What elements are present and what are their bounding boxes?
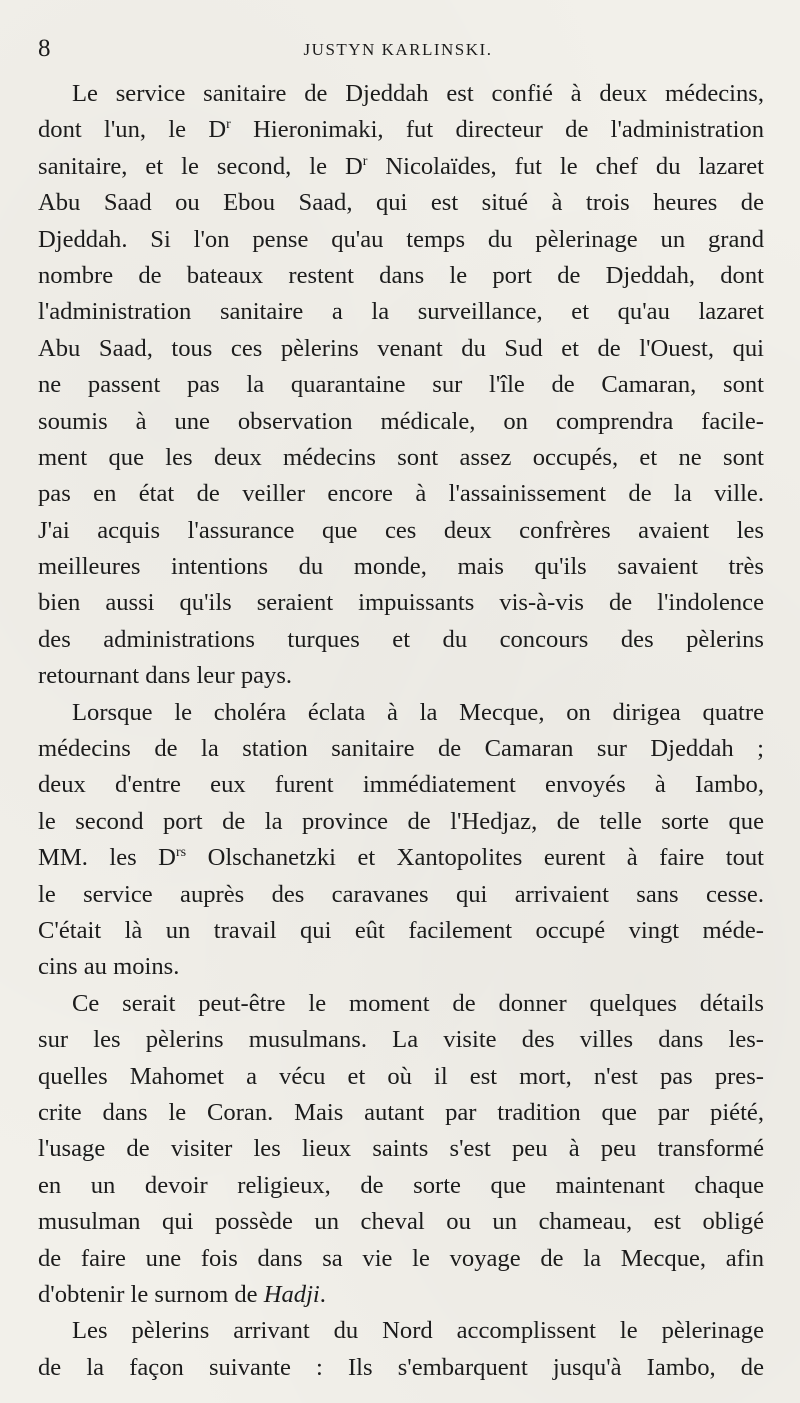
text-line: d'obtenir le surnom de Hadji. <box>38 1280 326 1308</box>
text-line: Abu Saad ou Ebou Saad, qui est situé à trois heures de <box>38 189 764 217</box>
text-line: pas en état de veiller encore à l'assainissement de la ville. <box>38 480 764 508</box>
text-line: cins au moins. <box>38 953 180 981</box>
running-head: JUSTYN KARLINSKI. <box>303 40 493 59</box>
text-line: en un devoir religieux, de sorte que maintenant chaque <box>38 1171 764 1199</box>
body-text <box>38 76 764 1386</box>
text-line: retournant dans leur pays. <box>38 662 293 690</box>
text-line: musulman qui possède un cheval ou un chameau, est obligé <box>38 1208 764 1236</box>
text-line: crite dans le Coran. Mais autant par tradition que par piété, <box>38 1098 764 1126</box>
text-line: l'usage de visiter les lieux saints s'est peu à peu transformé <box>38 1135 764 1163</box>
text-line: des administrations turques et du concours des pèlerins <box>38 625 764 653</box>
text-line: dont l'un, le $D^r$ Hieronimaki, fut directeur de l'administration <box>38 116 765 144</box>
text-line: de faire une fois dans sa vie le voyage de la Mecque, afin <box>38 1244 764 1272</box>
text-line: Abu Saad, tous ces pèlerins venant du Sud et de l'Ouest, qui <box>38 334 764 362</box>
text-line: meilleures intentions du monde, mais qu'ils savaient très <box>38 553 764 581</box>
text-line: Lorsque le choléra éclata à la Mecque, on dirigea quatre <box>72 698 764 726</box>
text-line: de la façon suivante : Ils s'embarquent jusqu'à Iambo, de <box>38 1353 764 1381</box>
page-header <box>38 34 758 64</box>
text-line: J'ai acquis l'assurance que ces deux confrères avaient les <box>38 516 764 544</box>
text-line: C'était là un travail qui eût facilement occupé vingt méde- <box>38 916 764 944</box>
text-line: ne passent pas la quarantaine sur l'île de Camaran, sont <box>38 371 764 399</box>
text-line: sanitaire, et le second, le $D^r$ Nicolaïdes, fut le chef du lazaret <box>38 152 764 180</box>
text-line: nombre de bateaux restent dans le port de Djeddah, dont <box>38 261 764 289</box>
text-line: quelles Mahomet a vécu et où il est mort, n'est pas pres- <box>38 1062 764 1090</box>
text-line: MM. les $D^{rs}$ Olschanetzki et Xantopolites eurent à faire tout <box>38 844 764 872</box>
text-line: le service auprès des caravanes qui arrivaient sans cesse. <box>38 880 764 908</box>
text-line: Les pèlerins arrivant du Nord accomplissent le pèlerinage <box>72 1317 764 1345</box>
text-line: ment que les deux médecins sont assez occupés, et ne sont <box>38 443 764 471</box>
text-line: Ce serait peut-être le moment de donner quelques détails <box>72 989 764 1017</box>
page-number: 8 <box>38 35 51 62</box>
text-line: le second port de la province de l'Hedjaz, de telle sorte que <box>38 807 764 835</box>
text-line: deux d'entre eux furent immédiatement envoyés à Iambo, <box>38 771 764 799</box>
text-line: Le service sanitaire de Djeddah est confié à deux médecins, <box>72 80 764 107</box>
text-line: l'administration sanitaire a la surveillance, et qu'au lazaret <box>38 298 764 326</box>
text-line: sur les pèlerins musulmans. La visite des villes dans les- <box>38 1026 764 1054</box>
text-line: Djeddah. Si l'on pense qu'au temps du pèlerinage un grand <box>38 225 764 253</box>
text-line: bien aussi qu'ils seraient impuissants vis-à-vis de l'indolence <box>38 589 764 617</box>
text-line: soumis à une observation médicale, on comprendra facile- <box>38 407 764 435</box>
text-line: médecins de la station sanitaire de Camaran sur Djeddah ; <box>38 735 764 763</box>
